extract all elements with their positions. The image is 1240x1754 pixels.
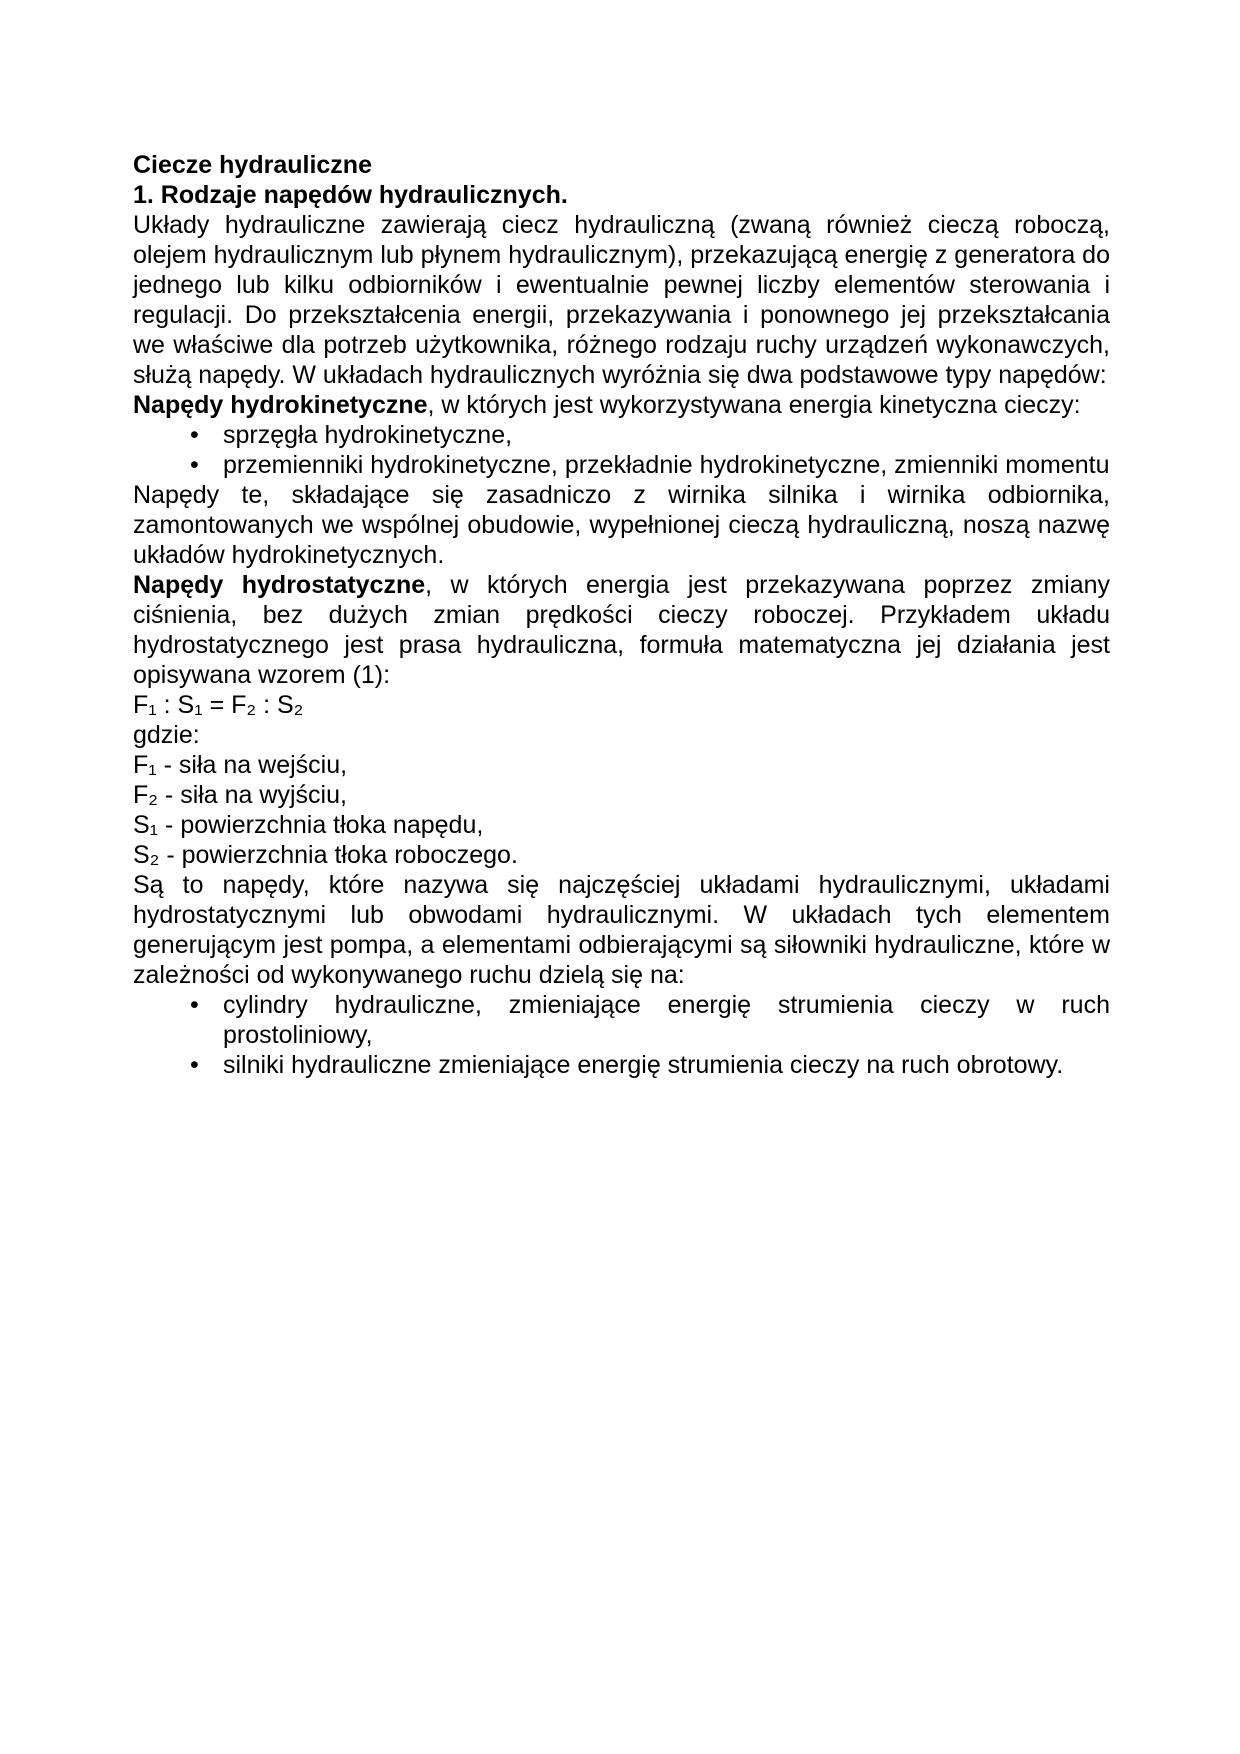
paragraph-hydrokinetic-note: Napędy te, składające się zasadniczo z wirnika silnika i wirnika odbiornika, zamontowanych we wspólnej obudowie, wypełnionej cieczą hydrauliczną, noszą nazwę układów hydrokinetycznych.: [133, 481, 1110, 569]
hydrokinetic-list: [133, 420, 1110, 480]
section-heading: 1. Rodzaje napędów hydraulicznych.: [133, 181, 568, 209]
paragraph-hydrostatic: [133, 570, 1110, 690]
paragraph-hydrokinetic: [133, 390, 1110, 420]
list-item: • silniki hydrauliczne zmieniające energię strumienia cieczy na ruch obrotowy.: [223, 1050, 1110, 1080]
formula-where-label: gdzie:: [133, 721, 200, 749]
actuator-list: [133, 990, 1110, 1080]
formula-definition-s1: S₁ - powierzchnia tłoka napędu,: [133, 811, 484, 839]
paragraph-intro: Układy hydrauliczne zawierają ciecz hydrauliczną (zwaną również cieczą roboczą, olejem hydraulicznym lub płynem hydraulicznym), przekazującą energię z generatora do jednego lub kilku odbiorników i ewentualnie pewnej liczby elementów sterowania i regulacji. Do przekształcenia energii, przekazywania i ponownego jej przekształcania we właściwe dla potrzeb użytkownika, różnego rodzaju ruchy urządzeń wykonawczych, służą napędy. W układach hydraulicznych wyróżnia się dwa podstawowe typy napędów:: [133, 211, 1110, 389]
document-title: Ciecze hydrauliczne: [133, 151, 372, 179]
hydrostatic-rest-text: , w których energia jest przekazywana poprzez zmiany ciśnienia, bez dużych zmian prędkości cieczy roboczej. Przykładem układu hydrostatycznego jest prasa hydrauliczna, formuła matematyczna jej działania jest opisywana wzorem (1):: [133, 571, 1111, 689]
formula: F₁ : S₁ = F₂ : S₂: [133, 691, 304, 719]
list-item: • cylindry hydrauliczne, zmieniające energię strumienia cieczy w ruch prostoliniowy,: [223, 990, 1110, 1050]
formula-definition-f1: F₁ - siła na wejściu,: [133, 751, 348, 779]
formula-definition-f2: F₂ - siła na wyjściu,: [133, 781, 347, 809]
paragraph-hydrostatic-note: Są to napędy, które nazywa się najczęściej układami hydraulicznymi, układami hydrostatycznymi lub obwodami hydraulicznymi. W układach tych elementem generującym jest pompa, a elementami odbierającymi są siłowniki hydrauliczne, które w zależności od wykonywanego ruchu dzielą się na:: [133, 871, 1110, 989]
list-item: • sprzęgła hydrokinetyczne,: [223, 420, 1110, 450]
hydrokinetic-lead-text: Napędy hydrokinetyczne: [133, 391, 428, 419]
list-item: • przemienniki hydrokinetyczne, przekładnie hydrokinetyczne, zmienniki momentu: [223, 450, 1110, 480]
formula-definition-s2: S₂ - powierzchnia tłoka roboczego.: [133, 841, 518, 869]
hydrokinetic-rest-text: , w których jest wykorzystywana energia kinetyczna cieczy:: [427, 391, 1081, 419]
hydrostatic-lead-text: Napędy hydrostatyczne: [133, 571, 426, 599]
